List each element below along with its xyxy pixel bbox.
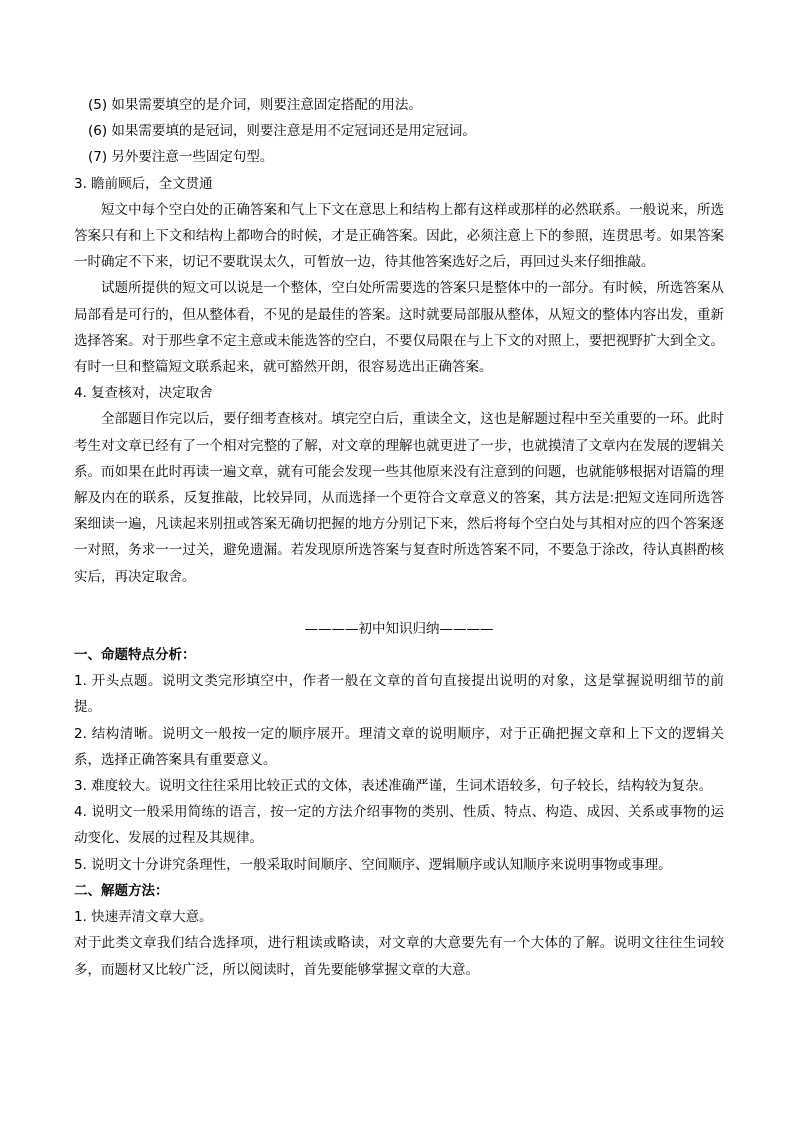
section-3-paragraph-1: 短文中每个空白处的正确答案和气上下文在意思上和结构上都有这样或那样的必然联系。一般说来，所选答案只有和上下文和结构上都吻合的时候，才是正确答案。因此，必须注意上下的参照，连贯思考。如果答案一时确定不下来，切记不要耽误太久，可暂放一边，待其他答案选好之后，再回过头来仔细推敲。 (74, 201, 724, 271)
part-1-item-5: 5. 说明文十分讲究条理性，一般采取时间顺序、空间顺序、逻辑顺序或认知顺序来说明事物或事理。 (74, 856, 672, 873)
part-2-paragraph-1: 对于此类文章我们结合选择项，进行粗读或略读，对文章的大意要先有一个大体的了解。说明文往往生词较多，而题材又比较广泛，所以阅读时，首先要能够掌握文章的大意。 (74, 935, 724, 978)
part-1-heading: 一、命题特点分析： (74, 647, 196, 664)
list-item-7: (7) 另外要注意一些固定句型。 (88, 149, 274, 166)
section-3-paragraph-2: 试题所提供的短文可以说是一个整体，空白处所需要选的答案只是整体中的一部分。有时候，所选答案从局部看是可行的，但从整体看，不见的是最佳的答案。这时就要局部服从整体，从短文的整体内容出发，重新选择答案。对于那些拿不定主意或未能选答的空白，不要仅局限在与上下文的对照上，要把视野扩大到全文。有时一旦和整篇短文联系起来，就可豁然开朗，很容易选出正确答案。 (74, 280, 724, 376)
part-1-item-4: 4. 说明文一般采用简练的语言，按一定的方法介绍事物的类别、性质、特点、构造、成因、关系或事物的运动变化、发展的过程及其规律。 (74, 804, 724, 847)
section-4-paragraph-1: 全部题目作完以后，要仔细考查核对。填完空白后，重读全文，这也是解题过程中至关重要的一环。此时考生对文章已经有了一个相对完整的了解，对文章的理解也就更进了一步，也就摸清了文章内在发展的逻辑关系。而如果在此时再读一遍文章，就有可能会发现一些其他原来没有注意到的问题，也就能够根据对语篇的理解及内在的联系，反复推敲，比较异同，从而选择一个更符合文章意义的答案，其方法是:把短文连同所选答案细读一遍，凡读起来别扭或答案无确切把握的地方分别记下来，然后将每个空白处与其相对应的四个答案逐一对照，务求一一过关，避免遗漏。若发现原所选答案与复查时所选答案不同，不要急于涂改，待认真斟酌核实后，再决定取舍。 (74, 411, 724, 585)
part-1-item-1: 1. 开头点题。说明文类完形填空中，作者一般在文章的首句直接提出说明的对象，这是掌握说明细节的前提。 (74, 673, 724, 716)
document-content (74, 92, 724, 983)
part-2-item-1: 1. 快速弄清文章大意。 (74, 909, 213, 926)
section-3-title: 3. 瞻前顾后，全文贯通 (74, 175, 213, 192)
part-1-item-2: 2. 结构清晰。说明文一般按一定的顺序展开。理清文章的说明顺序，对于正确把握文章和上下文的逻辑关系，选择正确答案具有重要意义。 (74, 725, 724, 768)
part-2-heading: 二、解题方法： (74, 882, 169, 899)
list-item-5: (5) 如果需要填空的是介词，则要注意固定搭配的用法。 (88, 97, 422, 113)
list-item-6: (6) 如果需要填的是冠词，则要注意是用不定冠词还是用定冠词。 (88, 123, 476, 140)
section-4-title: 4. 复查核对，决定取舍 (74, 385, 213, 402)
part-1-item-3: 3. 难度较大。说明文往往采用比较正式的文体，表述准确严谨，生词术语较多，句子较长，结构较为复杂。 (74, 778, 713, 795)
section-divider: ————初中知识归纳———— (304, 620, 494, 637)
